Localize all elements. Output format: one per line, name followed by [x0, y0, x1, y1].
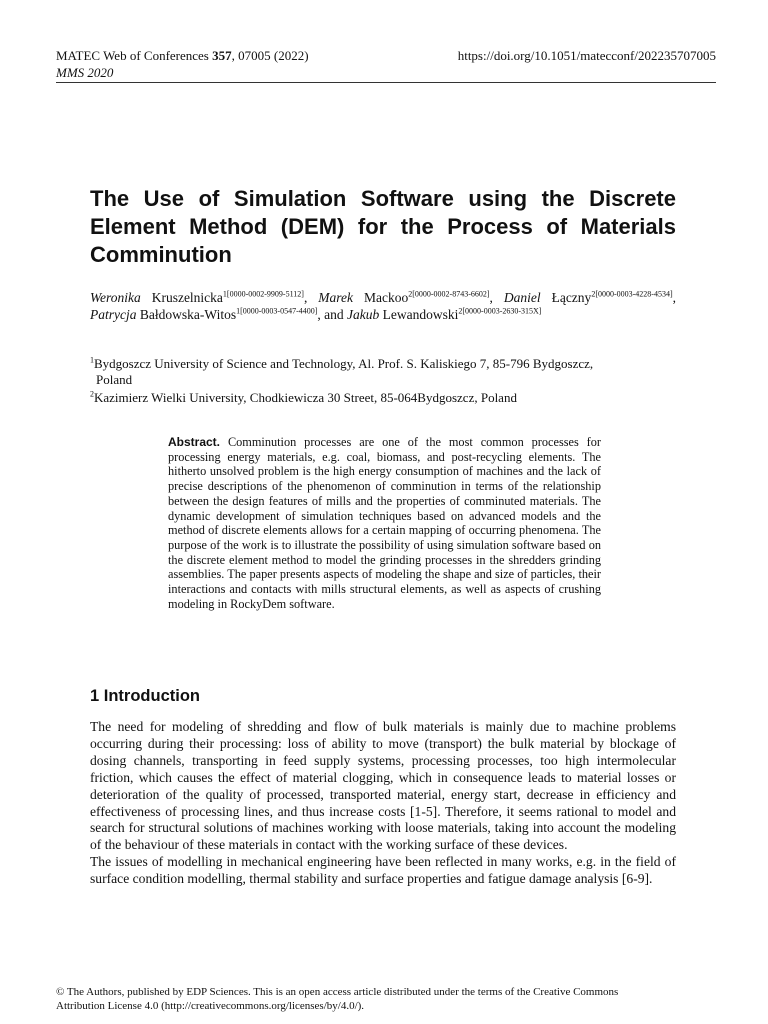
affiliation-text: Bydgoszcz University of Science and Technology, Al. Prof. S. Kaliskiego 7, 85-796 Bydgoszcz, — [94, 356, 594, 371]
orcid-id: 2[0000-0003-2630-315X] — [458, 306, 542, 316]
affiliation-marker: 1 — [90, 355, 94, 365]
journal-citation — [56, 47, 309, 64]
orcid-id: 1[0000-0003-0547-4400] — [236, 306, 318, 316]
header-divider — [56, 82, 716, 83]
journal-volume: 357 — [212, 48, 232, 63]
article-number: , 07005 (2022) — [231, 48, 309, 63]
author: Daniel Łączny$^{2[0000-0003-4228-4534]}$ — [503, 289, 673, 305]
author: Jakub Lewandowski$^{2[0000-0003-2630-315X]}$ — [347, 306, 542, 322]
affiliation-2 — [90, 390, 680, 406]
footer-line: © The Authors, published by EDP Sciences. This is an open access article distributed under the terms of the Creative Commons — [56, 986, 619, 998]
paper-title: The Use of Simulation Software using the Discrete Element Method (DEM) for the Process of Materials Comminution — [90, 186, 676, 267]
doi-link[interactable]: https://doi.org/10.1051/matecconf/202235707005 — [457, 48, 716, 63]
abstract-text: Comminution processes are one of the most common processes for processing energy materials, e.g. coal, biomass, and post-recycling elements. The hitherto unsolved problem is the high energy consumption of machines and the lack of precise descriptions of the phenomenon of comminution in terms of the relationship between the design features of mills and the properties of comminuted materials. The dynamic development of simulation techniques based on advanced models and the method of discrete elements allows for a certain mapping of occurring phenomena. The purpose of the work is to illustrate the possibility of using simulation software based on the discrete element method to model the grinding processes in the shredders grinding assemblies. The paper presents aspects of modeling the shape and size of particles, their interactions and contacts with mills structural elements, as well as aspects of crushing modeling in RockyDem software. — [168, 435, 602, 611]
author: Patrycja Bałdowska-Witos$^{1[0000-0003-0547-4400]}$ — [90, 306, 318, 322]
affiliation-1 — [90, 356, 680, 388]
section-heading: 1 Introduction — [90, 687, 200, 705]
orcid-id: 2[0000-0003-4228-4534] — [591, 289, 673, 299]
affiliations — [90, 356, 680, 408]
header-row — [56, 47, 716, 64]
journal-name: MATEC Web of Conferences — [56, 48, 213, 63]
orcid-id: 2[0000-0002-8743-6602] — [408, 289, 490, 299]
conference-name: MMS 2020 — [56, 65, 114, 80]
abstract-label: Abstract. — [168, 435, 221, 449]
orcid-id: 1[0000-0002-9909-5112] — [222, 289, 304, 299]
author: Weronika Kruszelnicka$^{1[0000-0002-9909-5112]}$ — [90, 289, 304, 305]
paragraph: The issues of modelling in mechanical engineering have been reflected in many works, e.g. in the field of surface condition modelling, thermal stability and surface properties and fatigue damage analysis [6-9]. — [90, 854, 676, 887]
section-body — [90, 719, 676, 888]
abstract — [168, 435, 601, 611]
footer-line: Attribution License 4.0 (http://creativecommons.org/licenses/by/4.0/). — [56, 1000, 365, 1012]
affiliation-marker: 2 — [90, 389, 94, 399]
affiliation-country: Poland — [96, 372, 133, 387]
affiliation-text: Kazimierz Wielki University, Chodkiewicza 30 Street, 85-064Bydgoszcz, Poland — [94, 390, 517, 405]
running-header — [56, 47, 716, 81]
author-list: Weronika Kruszelnicka$^{1[0000-0002-9909-5112]}$, Marek Mackoo$^{2[0000-0002-8743-6602]}$, Daniel Łączny$^{2[0000-0003-4228-4534]}$, Patrycja Bałdowska-Witos$^{1[0000-0003-0547-4400]}$, and Jakub Lewandowski$^{2[0000-0003-2630-315X]}$ — [90, 289, 677, 322]
author: Marek Mackoo$^{2[0000-0002-8743-6602]}$ — [318, 289, 490, 305]
author-conjunction: and — [324, 307, 344, 322]
paragraph: The need for modeling of shredding and flow of bulk materials is mainly due to machine problems occurring during their processing: loss of ability to move (transport) the bulk material by blockage of dosing channels, transporting in feed supply systems, processing processes, too high intermolecular friction, which causes the effect of material clogging, which in consequence leads to material losses or deterioration of the quality of processed, transported material, energy start, decrease in efficiency and effectiveness of processing lines, and thus increase costs [1-5]. Therefore, it seems rational to model and search for structural solutions of machines working with loose materials, taking into account the modeling of the behaviour of these materials in contact with the working surface of these devices. — [90, 719, 676, 853]
license-footer — [56, 985, 720, 1013]
